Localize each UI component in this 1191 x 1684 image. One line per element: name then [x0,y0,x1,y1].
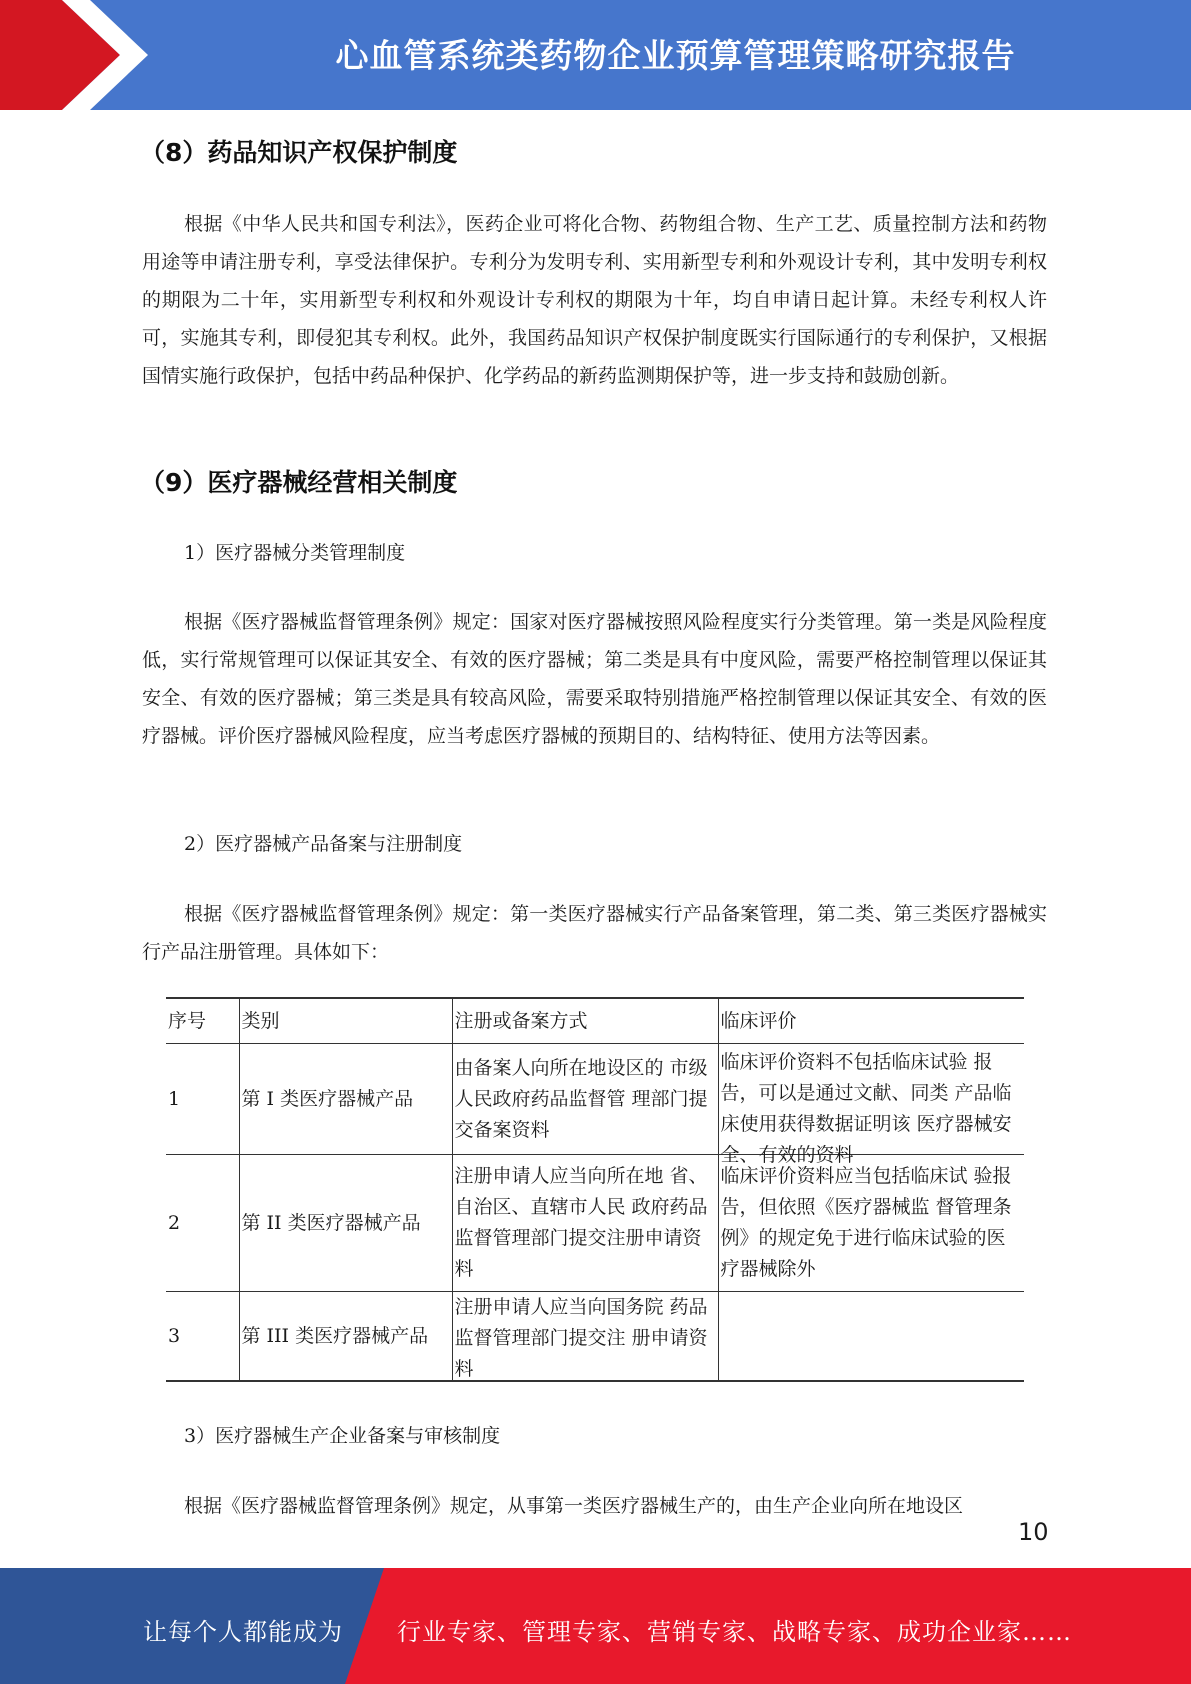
table-row [166,1155,1024,1292]
cell-clinical [718,1044,1024,1166]
paragraph-classification: 根据《医疗器械监督管理条例》规定：国家对医疗器械按照风险程度实行分类管理。第一类是风险程度低，实行常规管理可以保证其安全、有效的医疗器械；第二类是具有中度风险，需要严格控制管理以保证其安全、有效的医疗器械；第三类是具有较高风险，需要采取特别措施严格控制管理以保证其安全、有效的医疗器械。评价医疗器械风险程度，应当考虑医疗器械的预期目的、结构特征、使用方法等因素。 [142,611,1047,747]
page-number: 10 [1018,1518,1049,1546]
header-arrow-decoration [0,0,200,110]
cell-no: 1 [166,1044,239,1155]
paragraph-manufacturer: 根据《医疗器械监督管理条例》规定，从事第一类医疗器械生产的，由生产企业向所在地设区 [184,1495,964,1517]
table-header-row [166,998,1024,1044]
paragraph-ip-protection: 根据《中华人民共和国专利法》，医药企业可将化合物、药物组合物、生产工艺、质量控制方法和药物用途等申请注册专利，享受法律保护。专利分为发明专利、实用新型专利和外观设计专利，其中发明专利权的期限为二十年，实用新型专利权和外观设计专利权的期限为十年，均自申请日起计算。未经专利权人许可，实施其专利，即侵犯其专利权。此外，我国药品知识产权保护制度既实行国际通行的专利保护，又根据国情实施行政保护，包括中药品种保护、化学药品的新药监测期保护等，进一步支持和鼓励创新。 [142,213,1047,387]
cell-clinical [718,1155,1024,1292]
header-method: 注册或备案方式 [452,998,718,1044]
subheading-registration: 2）医疗器械产品备案与注册制度 [184,833,463,855]
cell-method-text: 注册申请人应当向国务院 药品监督管理部门提交注 册申请资料 [454,1296,708,1380]
cell-method [452,1155,718,1292]
paragraph-registration: 根据《医疗器械监督管理条例》规定：第一类医疗器械实行产品备案管理，第二类、第三类医疗器械实行产品注册管理。具体如下： [142,903,1047,963]
header-clinical: 临床评价 [718,998,1024,1044]
header-no: 序号 [166,998,239,1044]
footer-slogan-right: 行业专家、管理专家、营销专家、战略专家、成功企业家…… [397,1618,1072,1646]
footer-slogan-left: 让每个人都能成为 [143,1618,343,1646]
report-title: 心血管系统类药物企业预算管理策略研究报告 [335,36,1016,75]
table-row [166,1292,1024,1382]
cell-no: 3 [166,1292,239,1382]
cell-category: 第 II 类医疗器械产品 [239,1155,452,1292]
subheading-classification: 1）医疗器械分类管理制度 [184,542,406,564]
cell-method [452,1292,718,1382]
header-category: 类别 [239,998,452,1044]
cell-method [452,1044,718,1155]
registration-table [166,997,1024,1382]
cell-clinical [718,1292,1024,1382]
cell-no: 2 [166,1155,239,1292]
cell-clinical-text: 临床评价资料不包括临床试验 报告，可以是通过文献、同类 产品临床使用获得数据证明该 医疗器械安全、有效的资料 [720,1051,1012,1166]
cell-category: 第 I 类医疗器械产品 [239,1044,452,1155]
cell-category: 第 III 类医疗器械产品 [239,1292,452,1382]
cell-clinical-text: 临床评价资料应当包括临床试 验报告，但依照《医疗器械监 督管理条例》的规定免于进行临床试验的医疗器械除外 [720,1165,1012,1280]
page-footer [0,1568,1191,1684]
section-heading-device-regulation: （9）医疗器械经营相关制度 [140,468,458,497]
cell-method-text: 注册申请人应当向所在地 省、自治区、直辖市人民 政府药品监督管理部门提交注册申请资料 [454,1165,708,1280]
section-heading-ip-protection: （8）药品知识产权保护制度 [140,138,458,167]
page-header [0,0,1191,110]
subheading-manufacturer: 3）医疗器械生产企业备案与审核制度 [184,1425,501,1447]
cell-method-text: 由备案人向所在地设区的 市级人民政府药品监督管 理部门提交备案资料 [454,1056,708,1141]
table-row [166,1044,1024,1155]
